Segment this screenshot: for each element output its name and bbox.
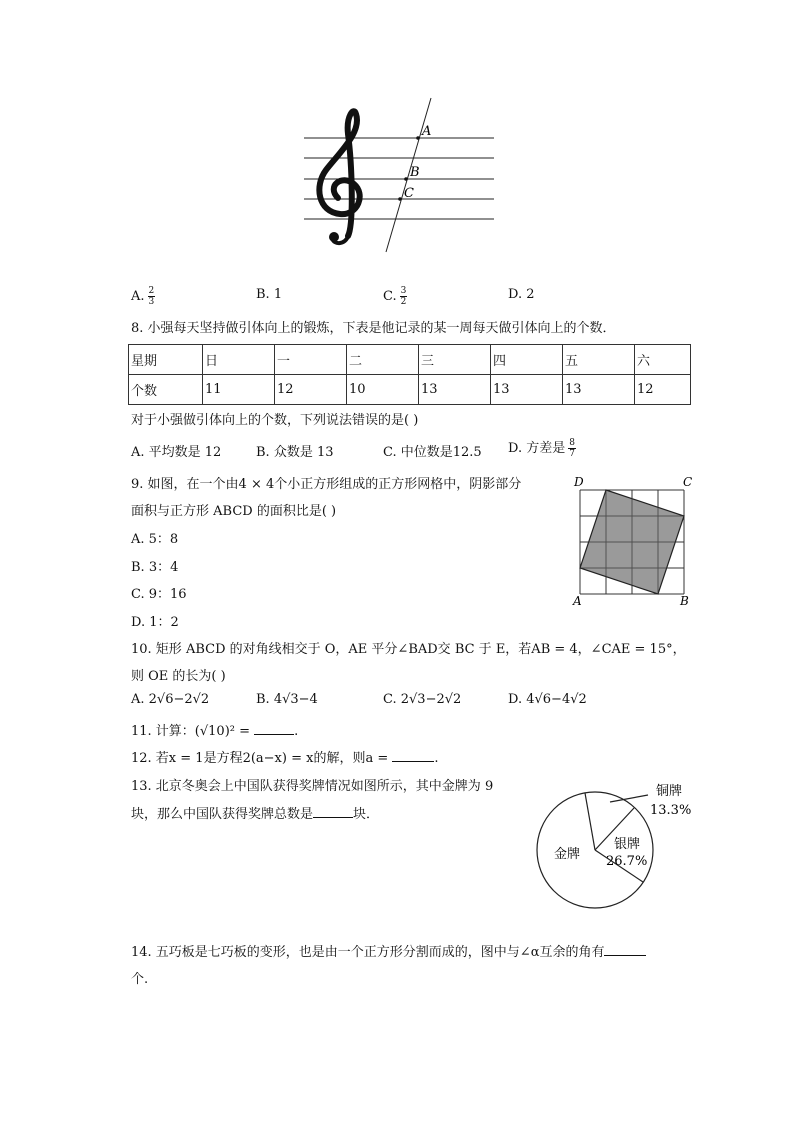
vertex-d-label: D	[574, 475, 584, 489]
q10-option-c[interactable]: C. 2√3−2√2	[383, 692, 462, 707]
vertex-b-label: B	[680, 594, 689, 608]
table-cell: 个数	[129, 375, 203, 405]
q13-line2: 块，那么中国队获得奖牌总数是 块．	[131, 807, 380, 822]
q8-option-b[interactable]: B. 众数是 13	[256, 445, 334, 460]
table-cell: 12	[275, 375, 347, 405]
q10-line2: 则 OE 的长为( )	[131, 669, 226, 684]
q8-option-d[interactable]: D. 方差是 $\frac{8}{7}$	[508, 438, 575, 459]
table-cell: 五	[563, 345, 635, 375]
q10-option-a[interactable]: A. 2√6−2√2	[131, 692, 210, 707]
q9-option-b[interactable]: B. 3：4	[131, 560, 179, 575]
pie-label-bronze-pct: 13.3%	[650, 803, 692, 818]
table-cell: 二	[347, 345, 419, 375]
q14-line1: 14. 五巧板是七巧板的变形，也是由一个正方形分割而成的，图中与∠α互余的角有	[131, 941, 646, 960]
staff-figure	[296, 94, 506, 256]
q11-text: 11. 计算：(√10)² =	[131, 724, 255, 739]
q8-option-a[interactable]: A. 平均数是 12	[131, 445, 222, 460]
table-cell: 一	[275, 345, 347, 375]
table-cell: 日	[203, 345, 275, 375]
table-cell: 三	[419, 345, 491, 375]
q10-option-b[interactable]: B. 4√3−4	[256, 692, 318, 707]
pie-label-silver-pct: 26.7%	[606, 854, 648, 869]
q7-option-c-fraction: $\frac{3}{2}$	[400, 286, 407, 307]
pie-label-silver: 银牌	[614, 837, 641, 852]
q8-option-c[interactable]: C. 中位数是12.5	[383, 445, 482, 460]
q9-line2: 面积与正方形 ABCD 的面积比是( )	[131, 504, 337, 519]
q12-answer-blank[interactable]	[392, 749, 434, 762]
q11: 11. 计算：(√10)² = .	[131, 724, 299, 739]
table-cell: 12	[635, 375, 691, 405]
pie-label-gold: 金牌	[554, 847, 581, 862]
point-b-label: B	[410, 165, 420, 180]
q14-line2: 个.	[131, 972, 149, 987]
q7-option-a[interactable]: A. $\frac{2}{3}$	[131, 286, 155, 307]
table-cell: 13	[563, 375, 635, 405]
q8-stem: 8. 小强每天坚持做引体向上的锻炼，下表是他记录的某一周每天做引体向上的个数．	[131, 321, 616, 336]
table-row	[129, 375, 691, 405]
q7-option-c[interactable]: C. $\frac{3}{2}$	[383, 286, 407, 307]
vertex-c-label: C	[683, 475, 693, 489]
table-cell: 四	[491, 345, 563, 375]
q9-line1: 9. 如图，在一个由4 × 4个小正方形组成的正方形网格中，阴影部分	[131, 477, 522, 492]
table-cell: 13	[419, 375, 491, 405]
point-a-label: A	[422, 124, 432, 139]
q12: 12. 若x = 1是方程2(a−x) = x的解，则a = .	[131, 751, 439, 766]
table-cell: 星期	[129, 345, 203, 375]
table-cell: 六	[635, 345, 691, 375]
q9-option-d[interactable]: D. 1：2	[131, 615, 179, 630]
q14-answer-blank[interactable]	[604, 943, 646, 956]
table-row	[129, 345, 691, 375]
medal-pie-chart	[530, 776, 700, 916]
q12-text: 12. 若x = 1是方程2(a−x) = x的解，则a =	[131, 751, 393, 766]
pie-label-bronze: 铜牌	[656, 784, 683, 799]
q11-answer-blank[interactable]	[254, 722, 294, 735]
q7-option-d[interactable]: D. 2	[508, 287, 535, 302]
q13-line1: 13. 北京冬奥会上中国队获得奖牌情况如图所示，其中金牌为 9	[131, 779, 494, 794]
q9-option-a[interactable]: A. 5：8	[131, 532, 179, 547]
grid-figure	[570, 474, 700, 608]
table-cell: 11	[203, 375, 275, 405]
q7-option-b[interactable]: B. 1	[256, 287, 283, 302]
table-cell: 13	[491, 375, 563, 405]
q10-line1: 10. 矩形 ABCD 的对角线相交于 O，AE 平分∠BAD交 BC 于 E，若AB = 4，∠CAE = 15°，	[131, 642, 686, 657]
q8-table	[128, 344, 691, 405]
q8-option-d-fraction: $\frac{8}{7}$	[569, 438, 575, 459]
q10-option-d[interactable]: D. 4√6−4√2	[508, 692, 587, 707]
q13-answer-blank[interactable]	[313, 805, 353, 818]
q9-option-c[interactable]: C. 9：16	[131, 587, 187, 602]
vertex-a-label: A	[573, 594, 582, 608]
q8-question: 对于小强做引体向上的个数，下列说法错误的是( )	[131, 413, 419, 428]
q7-option-a-fraction: $\frac{2}{3}$	[148, 286, 155, 307]
treble-clef-icon	[319, 111, 359, 243]
table-cell: 10	[347, 375, 419, 405]
point-c-label: C	[404, 186, 414, 201]
